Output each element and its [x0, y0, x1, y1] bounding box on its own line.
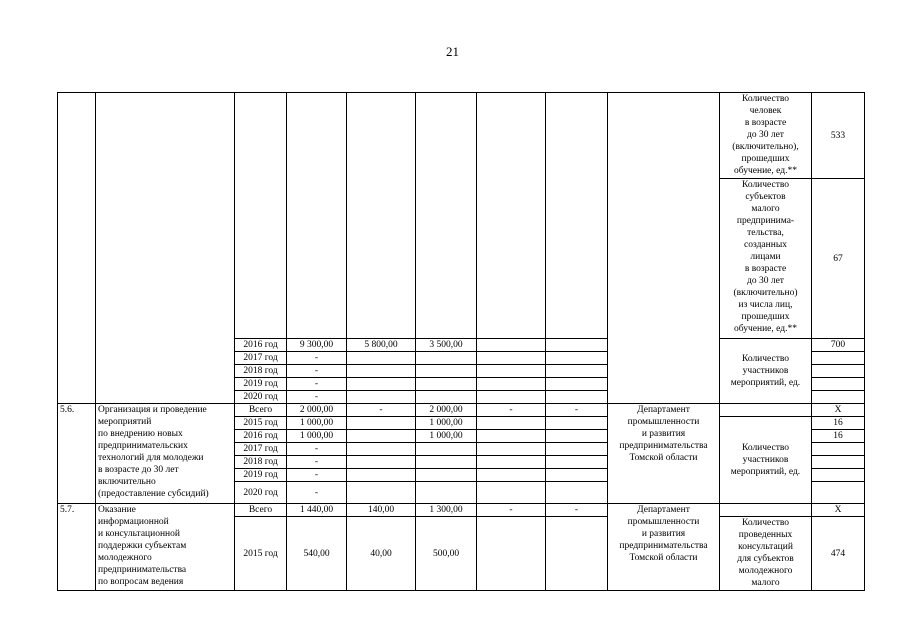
- total-cell: -: [287, 391, 347, 404]
- total-cell: -: [287, 378, 347, 391]
- loc-cell: -: [477, 404, 546, 417]
- total-cell: -: [287, 443, 347, 456]
- value-cell: [812, 352, 865, 365]
- year-cell: 2018 год: [235, 365, 287, 378]
- year-cell: 2015 год: [235, 417, 287, 430]
- value-cell: Х: [812, 504, 865, 517]
- indicator-consultations: Количество проведенных консультаций для субъектов молодежного малого: [720, 517, 812, 591]
- measure-name: Организация и проведение мероприятий по внедрению новых предпринимательских технологий для молодежи в возрасте до 30 лет включительно (предоставление субсидий): [96, 404, 235, 504]
- value-cell: 700: [812, 339, 865, 352]
- value-cell: 16: [812, 430, 865, 443]
- year-cell: 2016 год: [235, 339, 287, 352]
- total-cell: 1 000,00: [287, 417, 347, 430]
- reg-cell: 1 000,00: [416, 430, 477, 443]
- fed-cell: 5 800,00: [347, 339, 416, 352]
- indicator-trained: Количество человек в возрасте до 30 лет (включительно), прошедших обучение, ед.**: [720, 93, 812, 179]
- reg-cell: 2 000,00: [416, 404, 477, 417]
- program-table: [57, 92, 865, 591]
- year-cell: 2020 год: [235, 391, 287, 404]
- reg-cell: 3 500,00: [416, 339, 477, 352]
- total-cell: 540,00: [287, 517, 347, 591]
- reg-cell: 500,00: [416, 517, 477, 591]
- year-cell: 2017 год: [235, 443, 287, 456]
- year-cell: 2018 год: [235, 456, 287, 469]
- year-cell: 2016 год: [235, 430, 287, 443]
- total-cell: 9 300,00: [287, 339, 347, 352]
- value-cell: 16: [812, 417, 865, 430]
- measure-name: Оказание информационной и консультационной поддержки субъектам молодежного предпринимательства по вопросам ведения: [96, 504, 235, 591]
- year-cell: Всего: [235, 504, 287, 517]
- name-cell-empty: [96, 93, 235, 404]
- extra-cell: -: [546, 504, 608, 517]
- year-cell: 2017 год: [235, 352, 287, 365]
- value-cell: Х: [812, 404, 865, 417]
- total-cell: 2 000,00: [287, 404, 347, 417]
- value-cell: [812, 391, 865, 404]
- num-cell-empty: [58, 93, 96, 404]
- value-created-enterprises: 67: [812, 179, 865, 339]
- total-cell: -: [287, 365, 347, 378]
- row-number: 5.7.: [58, 504, 96, 591]
- value-cell: [812, 365, 865, 378]
- indicator-created-enterprises: Количество субъектов малого предпринима- тельства, созданных лицами в возрасте до 30 лет (включительно) из числа лиц, прошедших обучение, ед.**: [720, 179, 812, 339]
- value-cell: [812, 482, 865, 504]
- executor-cell-empty: [608, 93, 720, 404]
- total-cell: -: [287, 482, 347, 504]
- value-cell: [812, 456, 865, 469]
- total-cell: -: [287, 469, 347, 482]
- page-number: 21: [446, 44, 459, 59]
- fed-cell: 140,00: [347, 504, 416, 517]
- indicator-participants: Количество участников мероприятий, ед.: [720, 339, 812, 404]
- fed-cell: -: [347, 404, 416, 417]
- year-cell: 2019 год: [235, 378, 287, 391]
- loc-cell: -: [477, 504, 546, 517]
- year-cell: 2019 год: [235, 469, 287, 482]
- total-cell: 1 000,00: [287, 430, 347, 443]
- value-trained: 533: [812, 93, 865, 179]
- value-cell: [812, 443, 865, 456]
- indicator-participants: Количество участников мероприятий, ед.: [720, 417, 812, 504]
- total-cell: 1 440,00: [287, 504, 347, 517]
- executor: Департамент промышленности и развития предпринимательства Томской области: [608, 404, 720, 504]
- year-cell: Всего: [235, 404, 287, 417]
- reg-cell: 1 000,00: [416, 417, 477, 430]
- executor: Департамент промышленности и развития предпринимательства Томской области: [608, 504, 720, 591]
- fed-cell: 40,00: [347, 517, 416, 591]
- total-cell: -: [287, 352, 347, 365]
- total-cell: -: [287, 456, 347, 469]
- year-cell: 2015 год: [235, 517, 287, 591]
- value-cell: [812, 378, 865, 391]
- extra-cell: -: [546, 404, 608, 417]
- reg-cell: 1 300,00: [416, 504, 477, 517]
- year-cell: 2020 год: [235, 482, 287, 504]
- value-cell: [812, 469, 865, 482]
- value-cell: 474: [812, 517, 865, 591]
- row-number: 5.6.: [58, 404, 96, 504]
